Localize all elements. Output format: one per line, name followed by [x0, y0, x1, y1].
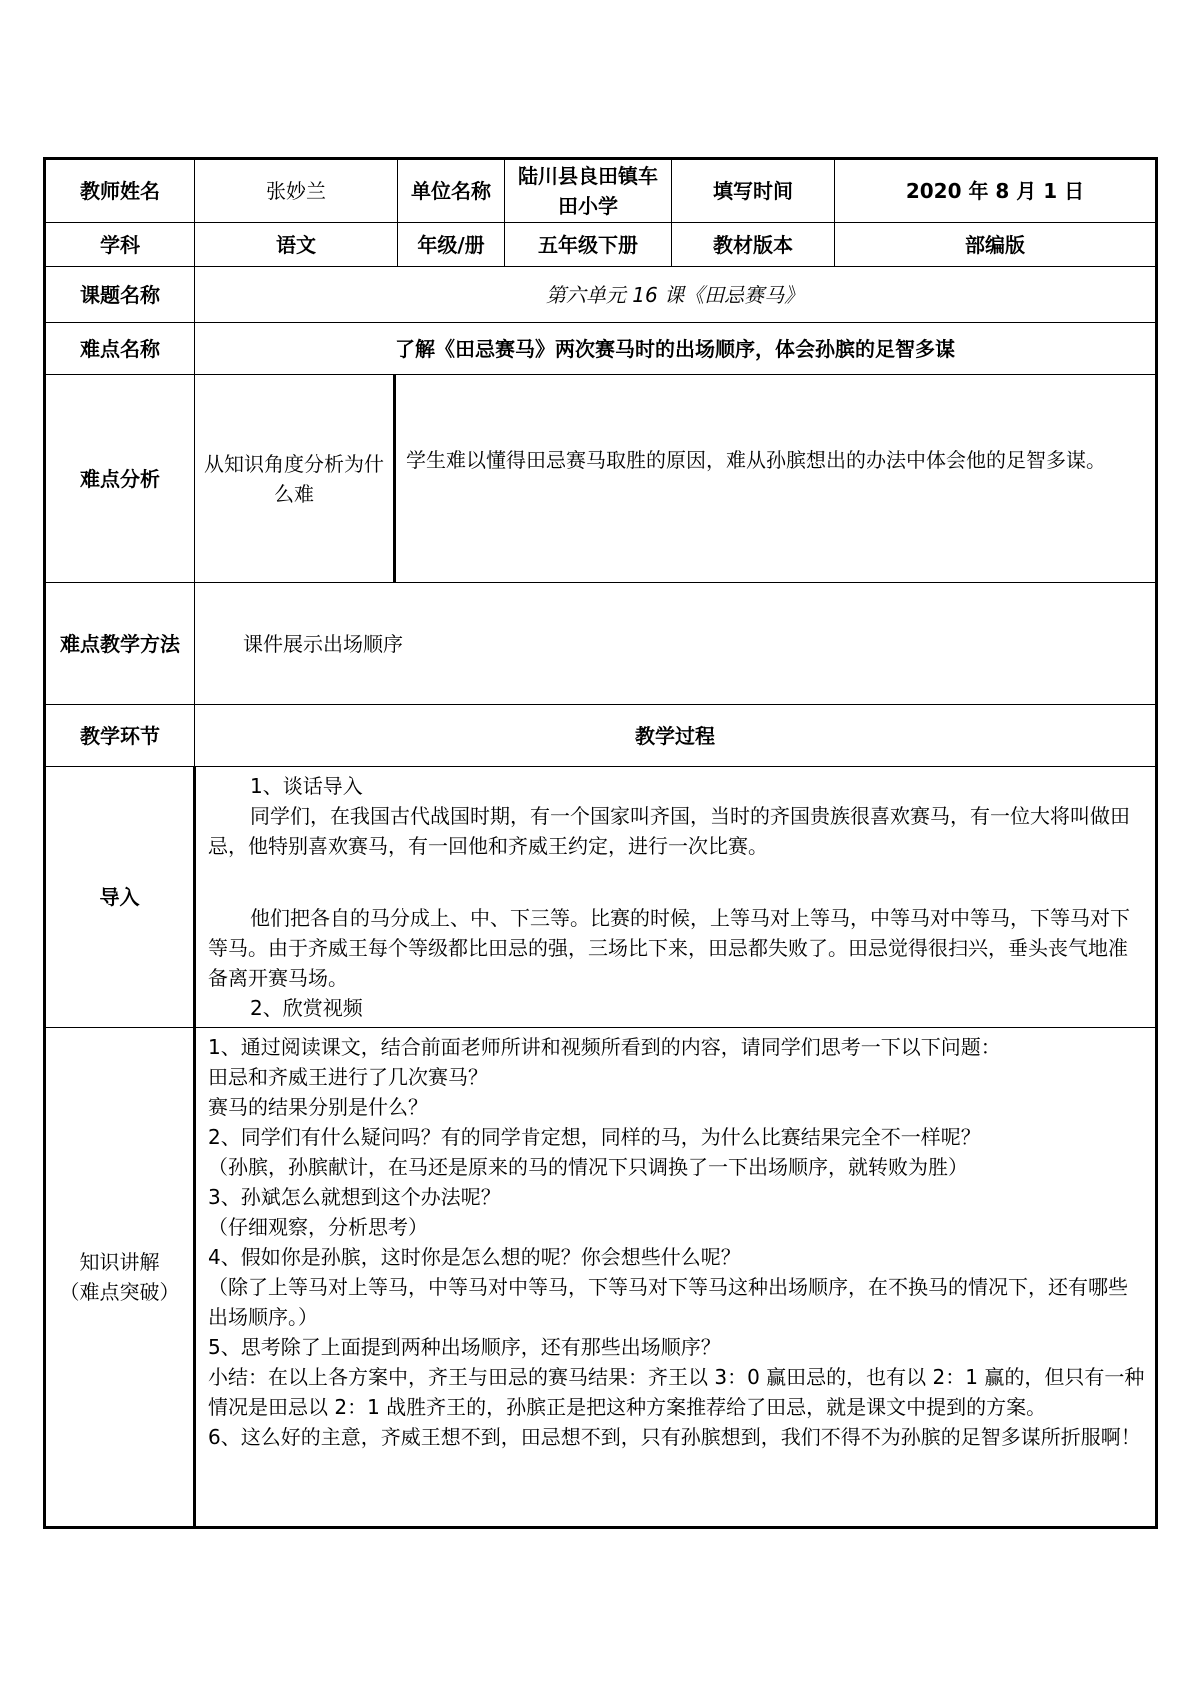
- unit-value: 陆川县良田镇车田小学: [505, 159, 672, 223]
- intro-row: [45, 767, 1157, 1028]
- process-header-row: [45, 705, 1157, 767]
- knowledge-row: [45, 1028, 1157, 1528]
- date-value: 2020 年 8 月 1 日: [835, 159, 1157, 223]
- intro-line: 他们把各自的马分成上、中、下三等。比赛的时候，上等马对上等马，中等马对中等马，下等马对下等马。由于齐威王每个等级都比田忌的强，三场比下来，田忌都失败了。田忌觉得很扫兴，垂头丧气地准备离开赛马场。: [208, 906, 1130, 990]
- topic-value: 第六单元 16 课《田忌赛马》: [195, 267, 1157, 323]
- header-row-2: [45, 223, 1157, 267]
- knowledge-line: 田忌和齐威王进行了几次赛马？: [208, 1065, 488, 1089]
- intro-label: 导入: [45, 767, 195, 1028]
- date-label: 填写时间: [672, 159, 835, 223]
- lesson-plan-table: [43, 157, 1158, 1529]
- edition-label: 教材版本: [672, 223, 835, 267]
- intro-content: [195, 767, 1157, 1028]
- knowledge-line: （孙膑，孙膑献计，在马还是原来的马的情况下只调换了一下出场顺序，就转败为胜）: [208, 1155, 968, 1179]
- knowledge-line: 1、通过阅读课文，结合前面老师所讲和视频所看到的内容，请同学们思考一下以下问题：: [208, 1035, 1001, 1059]
- unit-label: 单位名称: [398, 159, 505, 223]
- knowledge-line: 6、这么好的主意，齐威王想不到，田忌想不到，只有孙膑想到，我们不得不为孙膑的足智多谋所折服啊！: [208, 1425, 1141, 1449]
- knowledge-line: 3、孙斌怎么就想到这个办法呢？: [208, 1185, 501, 1209]
- method-value: 课件展示出场顺序: [195, 583, 1157, 705]
- intro-line: 同学们，在我国古代战国时期，有一个国家叫齐国，当时的齐国贵族很喜欢赛马，有一位大将叫做田忌，他特别喜欢赛马，有一回他和齐威王约定，进行一次比赛。: [208, 804, 1130, 858]
- knowledge-line: 2、同学们有什么疑问吗？有的同学肯定想，同样的马，为什么比赛结果完全不一样呢？: [208, 1125, 981, 1149]
- analysis-label: 难点分析: [45, 375, 195, 583]
- knowledge-line: （除了上等马对上等马，中等马对中等马，下等马对下等马这种出场顺序，在不换马的情况下，还有哪些出场顺序。）: [208, 1275, 1128, 1329]
- knowledge-label: 知识讲解: [79, 1250, 160, 1274]
- subject-label: 学科: [45, 223, 195, 267]
- spacer: [208, 861, 1145, 903]
- method-row: [45, 583, 1157, 705]
- difficulty-row: [45, 323, 1157, 375]
- knowledge-label-cell: [45, 1028, 195, 1528]
- analysis-sub-label: 从知识角度分析为什么难: [195, 375, 395, 583]
- analysis-value: 学生难以懂得田忌赛马取胜的原因，难从孙膑想出的办法中体会他的足智多谋。: [395, 375, 1157, 583]
- topic-row: [45, 267, 1157, 323]
- difficulty-value: 了解《田忌赛马》两次赛马时的出场顺序，体会孙膑的足智多谋: [195, 323, 1157, 375]
- intro-line: 2、欣赏视频: [250, 996, 363, 1020]
- knowledge-line: （仔细观察，分析思考）: [208, 1215, 428, 1239]
- grade-label: 年级/册: [398, 223, 505, 267]
- method-label: 难点教学方法: [45, 583, 195, 705]
- grade-value: 五年级下册: [505, 223, 672, 267]
- header-row-1: [45, 159, 1157, 223]
- process-label: 教学环节: [45, 705, 195, 767]
- teacher-value: 张妙兰: [195, 159, 398, 223]
- subject-value: 语文: [195, 223, 398, 267]
- difficulty-label: 难点名称: [45, 323, 195, 375]
- topic-label: 课题名称: [45, 267, 195, 323]
- process-value: 教学过程: [195, 705, 1157, 767]
- intro-line: 1、谈话导入: [250, 774, 363, 798]
- knowledge-label-2: （难点突破）: [59, 1280, 180, 1304]
- knowledge-line: 小结：在以上各方案中，齐王与田忌的赛马结果：齐王以 3：0 赢田忌的，也有以 2：1 赢的，但只有一种情况是田忌以 2：1 战胜齐王的，孙膑正是把这种方案推荐给了田忌，就是课文中提到的方案。: [208, 1365, 1145, 1419]
- knowledge-line: 赛马的结果分别是什么？: [208, 1095, 428, 1119]
- analysis-row: [45, 375, 1157, 583]
- teacher-label: 教师姓名: [45, 159, 195, 223]
- edition-value: 部编版: [835, 223, 1157, 267]
- knowledge-content: [195, 1028, 1157, 1528]
- knowledge-line: 4、假如你是孙膑，这时你是怎么想的呢？你会想些什么呢？: [208, 1245, 741, 1269]
- knowledge-line: 5、思考除了上面提到两种出场顺序，还有那些出场顺序？: [208, 1335, 721, 1359]
